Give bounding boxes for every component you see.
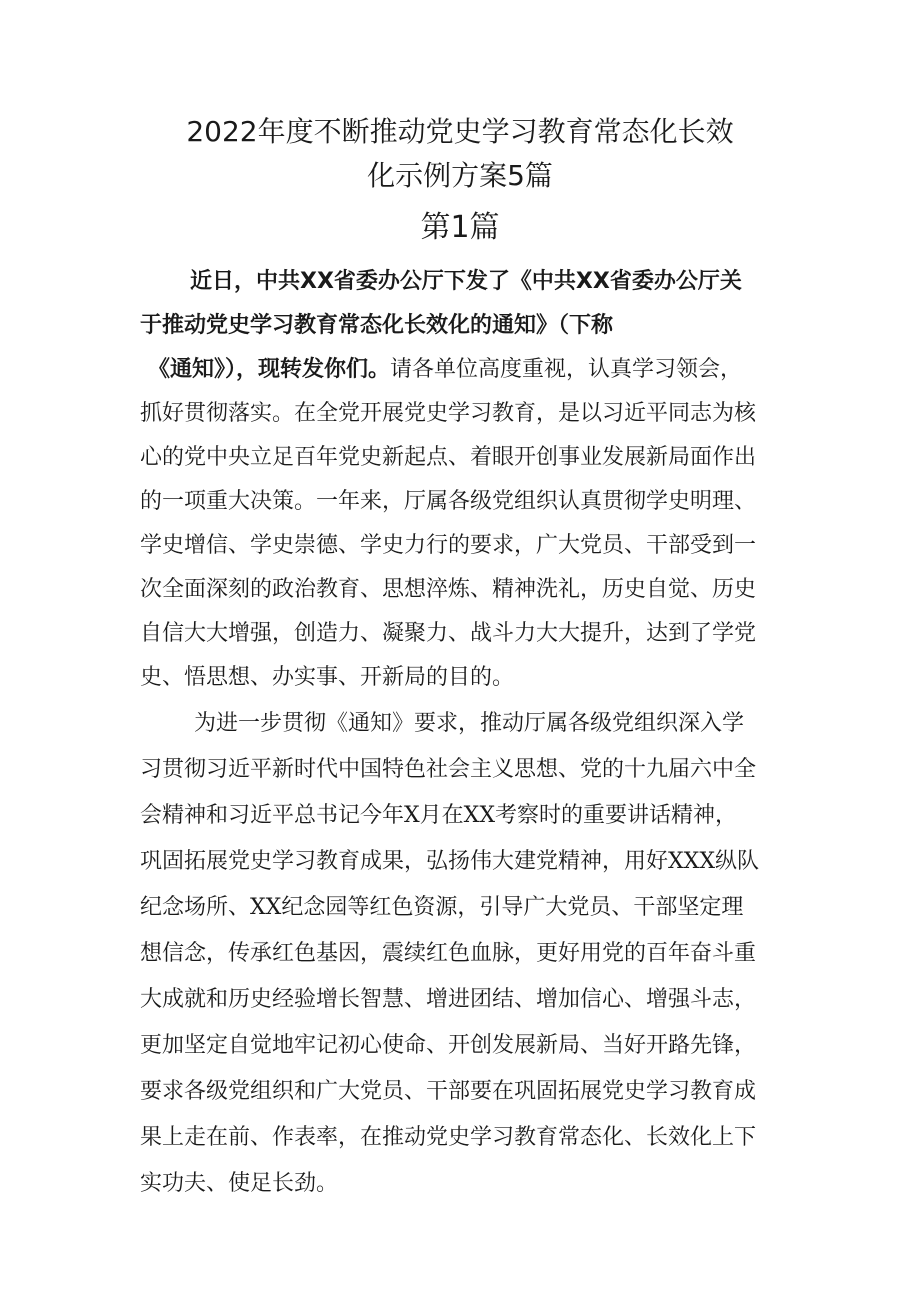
paragraph-1-line-rest: 请各单位高度重视，认真学习领会， — [390, 357, 743, 382]
paragraph-1-line: 近日，中共XX省委办公厅下发了《中共XX省委办公厅关 — [190, 269, 742, 294]
paragraph-1-line: 的一项重大决策。一年来，厅属各级党组织认真贯彻学史明理、 — [140, 489, 757, 514]
paragraph-1-line: 史、悟思想、办实事、开新局的目的。 — [140, 665, 515, 690]
paragraph-2-line: 果上走在前、作表率，在推动党史学习教育常态化、长效化上下 — [140, 1125, 757, 1150]
paragraph-2-line: 想信念，传承红色基因，震续红色血脉，更好用党的百年奋斗重 — [140, 941, 757, 966]
paragraph-2-line: 为进一步贯彻《通知》要求，推动厅属各级党组织深入学 — [194, 711, 745, 736]
paragraph-1-line: 抓好贯彻落实。在全党开展党史学习教育，是以习近平同志为核 — [140, 401, 757, 426]
section-title: 第1篇 — [420, 210, 500, 245]
paragraph-2-line: 会精神和习近平总书记今年X月在XX考察时的重要讲话精神， — [140, 803, 737, 828]
paragraph-1-line: 次全面深刻的政治教育、思想淬炼、精神洗礼，历史自觉、历史 — [140, 577, 757, 602]
paragraph-1-line: 学史增信、学史崇德、学史力行的要求，广大党员、干部受到一 — [140, 533, 757, 558]
document-title-line-2: 化示例方案5篇 — [367, 159, 553, 192]
document-title-line-1: 2022年度不断推动党史学习教育常态化长效 — [186, 115, 734, 148]
paragraph-2-line: 更加坚定自觉地牢记初心使命、开创发展新局、当好开路先锋， — [140, 1033, 757, 1058]
paragraph-1-line — [148, 350, 742, 390]
paragraph-2-line: 纪念场所、XX纪念园等红色资源，引导广大党员、干部坚定理 — [140, 895, 744, 920]
paragraph-1-line: 心的党中央立足百年党史新起点、着眼开创事业发展新局面作出 — [140, 445, 757, 470]
paragraph-2-line: 习贯彻习近平新时代中国特色社会主义思想、党的十九届六中全 — [140, 757, 757, 782]
notice-reference-bold: 《通知》），现转发你们。 — [148, 357, 391, 382]
paragraph-2-line: 大成就和历史经验增长智慧、增进团结、增加信心、增强斗志， — [140, 987, 757, 1012]
paragraph-2-line: 实功夫、使足长劲。 — [140, 1171, 339, 1196]
paragraph-1-line: 自信大大增强，创造力、凝聚力、战斗力大大提升，达到了学党 — [140, 621, 757, 646]
paragraph-1-line: 于推动党史学习教育常态化长效化的通知》（下称 — [140, 313, 614, 338]
paragraph-2-line: 巩固拓展党史学习教育成果，弘扬伟大建党精神，用好XXX纵队 — [140, 849, 759, 874]
paragraph-2-line: 要求各级党组织和广大党员、干部要在巩固拓展党史学习教育成 — [140, 1079, 757, 1104]
